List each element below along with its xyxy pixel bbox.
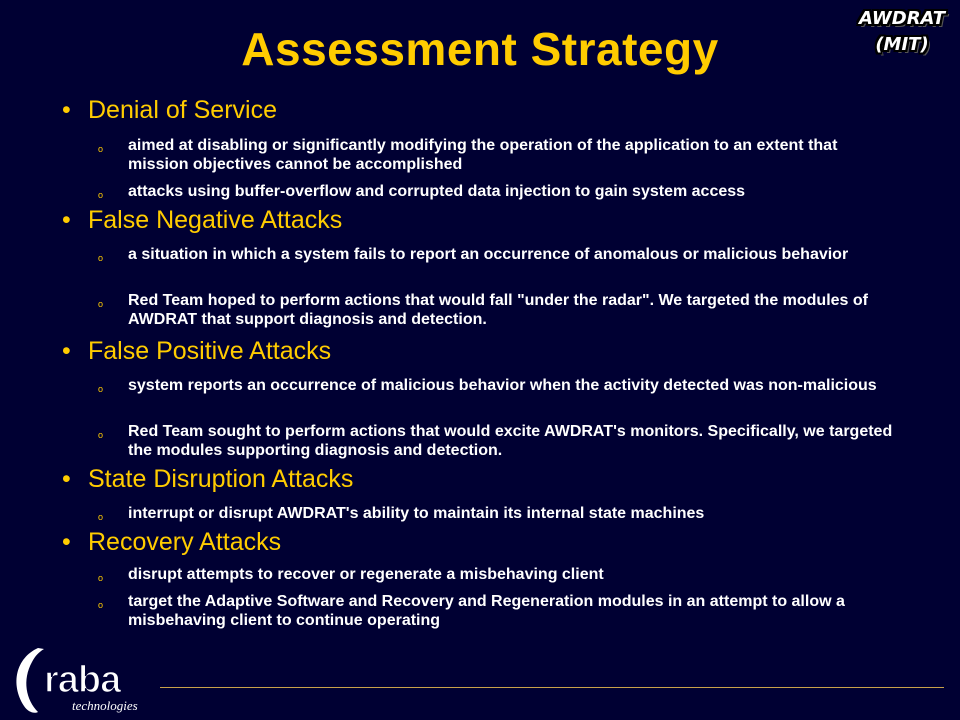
bullet-icon: • (62, 337, 71, 365)
sub-bullet-icon: o (98, 144, 104, 154)
list-item-text: Red Team hoped to perform actions that would fall "under the radar". We targeted the modules of AWDRAT that support diagnosis and detection. (128, 292, 868, 328)
sub-bullet-icon: o (98, 299, 104, 309)
sub-bullet-icon: o (98, 573, 104, 583)
sub-bullet-icon: o (98, 430, 104, 440)
awdrat-tag-line1: AWDRAT (858, 8, 946, 29)
logo-swoosh (16, 648, 44, 713)
sub-bullet-icon: o (98, 512, 104, 522)
awdrat-tag-line2: (MIT) (875, 34, 929, 55)
list-item-text: a situation in which a system fails to report an occurrence of anomalous or malicious behavior (128, 246, 849, 263)
raba-logo (8, 640, 160, 716)
slide-title: Assessment Strategy (241, 23, 719, 75)
section-heading-label: Recovery Attacks (88, 528, 282, 556)
list-item-text: system reports an occurrence of malicious behavior when the activity detected was non-malicious (128, 377, 877, 394)
footer-rule (160, 687, 944, 688)
list-item-text: interrupt or disrupt AWDRAT's ability to maintain its internal state machines (128, 505, 705, 522)
logo-wordmark: raba (44, 659, 121, 701)
section-heading-label: False Positive Attacks (88, 337, 332, 365)
list-item-text: aimed at disabling or significantly modifying the operation of the application to an extent that mission objectives cannot be accomplished (128, 137, 838, 173)
section-heading-label: State Disruption Attacks (88, 465, 354, 493)
list-item-text: target the Adaptive Software and Recovery and Regeneration modules in an attempt to allow a misbehaving client to continue operating (128, 593, 845, 629)
list-item-text: attacks using buffer-overflow and corrupted data injection to gain system access (128, 183, 746, 200)
sub-bullet-icon: o (98, 600, 104, 610)
sub-bullet-icon: o (98, 253, 104, 263)
section-heading-label: Denial of Service (88, 96, 277, 124)
sub-bullet-icon: o (98, 190, 104, 200)
bullet-icon: • (62, 465, 71, 493)
awdrat-tag (846, 6, 958, 58)
bullet-icon: • (62, 528, 71, 556)
list-item-text: disrupt attempts to recover or regenerate a misbehaving client (128, 566, 604, 583)
bullet-icon: • (62, 206, 71, 234)
logo-tagline: technologies (72, 698, 138, 713)
section-heading-label: False Negative Attacks (88, 206, 343, 234)
bullet-icon: • (62, 96, 71, 124)
list-item-text: Red Team sought to perform actions that would excite AWDRAT's monitors. Specifically, we targeted the modules supporting diagnosis and detection. (128, 423, 893, 459)
sub-bullet-icon: o (98, 384, 104, 394)
